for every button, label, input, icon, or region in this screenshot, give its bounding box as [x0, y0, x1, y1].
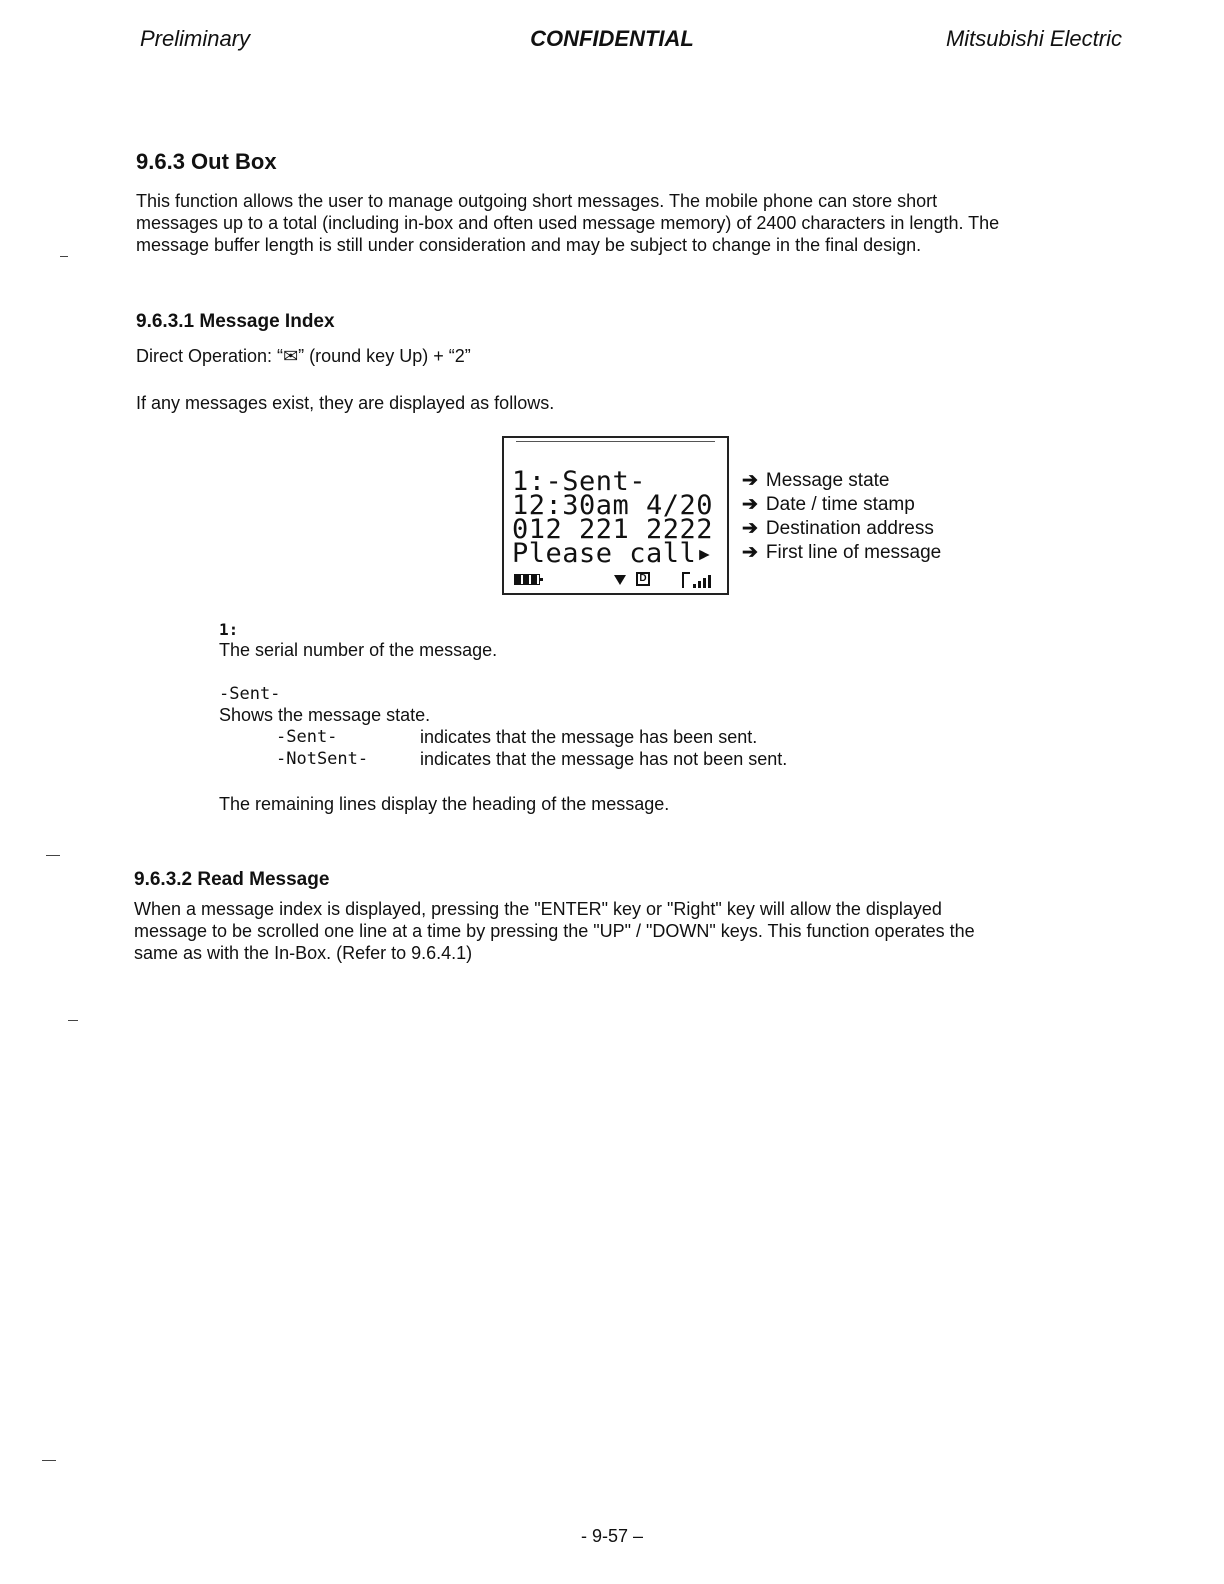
serial-desc: The serial number of the message. [219, 640, 498, 660]
lcd-legend [742, 469, 941, 565]
direct-operation [136, 346, 471, 367]
arrow-right-icon: ➔ [742, 542, 758, 563]
scan-mark [60, 256, 68, 257]
state-code: -NotSent- [276, 749, 369, 769]
scan-mark [46, 855, 60, 856]
header-left: Preliminary [140, 26, 251, 51]
intro-line: message buffer length is still under consideration and may be subject to change in the final design. [136, 235, 922, 255]
legend-item: ➔ Destination address [742, 518, 934, 539]
phone-lcd-display [502, 436, 729, 595]
read-message-body [134, 898, 975, 964]
scan-mark [68, 1020, 78, 1021]
arrow-right-icon: ➔ [742, 494, 758, 515]
lcd-line-address: 012 221 2222 [512, 514, 714, 545]
lcd-line-message: Please call▸ [512, 538, 714, 569]
lcd-line-timestamp: 12:30am 4/20 [512, 490, 714, 521]
arrow-down-icon [614, 575, 626, 585]
remaining-lines-note: The remaining lines display the heading of the message. [219, 794, 670, 814]
display-intro: If any messages exist, they are displayed as follows. [136, 393, 555, 413]
legend-item: ➔ First line of message [742, 542, 942, 563]
direct-operation-prefix: Direct Operation: “ [136, 346, 284, 366]
direct-operation-suffix: ” (round key Up) + “2” [298, 346, 471, 366]
state-code-desc: indicates that the message has not been sent. [420, 749, 788, 769]
section-title: 9.6.3 Out Box [136, 149, 277, 174]
header-right: Mitsubishi Electric [945, 26, 1122, 51]
body-line: message to be scrolled one line at a time by pressing the "UP" / "DOWN" keys. This function operates the [134, 921, 975, 941]
d-icon: D [636, 572, 650, 586]
message-index-title: 9.6.3.1 Message Index [136, 311, 335, 332]
serial-label: 1: [219, 620, 239, 639]
arrow-right-icon: ➔ [742, 518, 758, 539]
lcd-top-divider [516, 441, 715, 442]
state-code: -Sent- [276, 727, 338, 747]
page-number: - 9-57 – [580, 1526, 644, 1546]
state-code-desc: indicates that the message has been sent. [420, 727, 758, 747]
arrow-right-icon: ➔ [742, 470, 758, 491]
body-line: When a message index is displayed, pressing the "ENTER" key or "Right" key will allow the displayed [134, 899, 942, 919]
battery-icon [514, 574, 540, 585]
legend-item: ➔ Message state [742, 470, 890, 491]
section-intro [136, 190, 999, 256]
scan-mark [42, 1460, 56, 1461]
read-message-title: 9.6.3.2 Read Message [134, 869, 330, 890]
lcd-status-bar [512, 571, 719, 589]
signal-icon [682, 572, 716, 588]
intro-line: This function allows the user to manage outgoing short messages. The mobile phone can store short [136, 191, 938, 211]
header-center: CONFIDENTIAL [530, 26, 694, 51]
intro-line: messages up to a total (including in-box and often used message memory) of 2400 characters in length. The [136, 213, 1000, 233]
envelope-icon: ✉ [283, 346, 299, 366]
state-label: -Sent- [219, 684, 281, 704]
lcd-line-state: 1:-Sent- [512, 466, 647, 497]
legend-item: ➔ Date / time stamp [742, 494, 915, 515]
state-desc: Shows the message state. [219, 705, 431, 725]
body-line: same as with the In-Box. (Refer to 9.6.4.1) [134, 943, 473, 963]
